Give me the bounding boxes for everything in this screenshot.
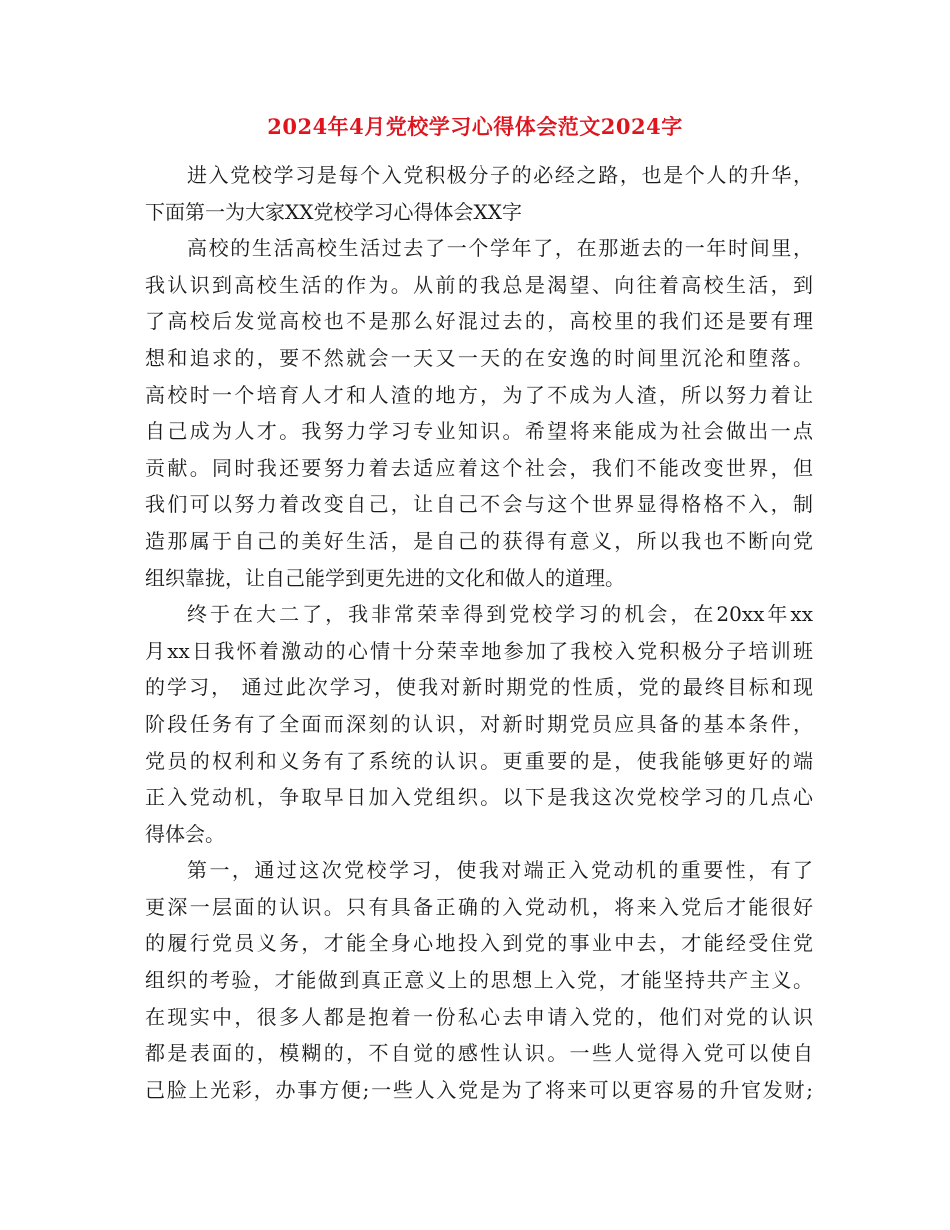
document-title: 2024年4月党校学习心得体会范文2024字 bbox=[267, 114, 683, 139]
paragraph-first-point bbox=[145, 852, 813, 1108]
text-line: 下面第一为大家XX党校学习心得体会XX字 bbox=[145, 199, 522, 224]
text-line: 造那属于自己的美好生活，是自己的获得有意义，所以我也不断向党 bbox=[145, 528, 813, 553]
text-line: 更深一层面的认识。只有具备正确的入党动机，将来入党后才能很好 bbox=[145, 894, 813, 919]
text-line: 己脸上光彩，办事方便;一些人入党是为了将来可以更容易的升官发财; bbox=[145, 1077, 813, 1102]
text-line: 组织靠拢，让自己能学到更先进的文化和做人的道理。 bbox=[145, 565, 625, 590]
text-line: 阶段任务有了全面而深刻的认识，对新时期党员应具备的基本条件， bbox=[145, 711, 813, 736]
text-line: 都是表面的，模糊的，不自觉的感性认识。一些人觉得入党可以使自 bbox=[145, 1041, 813, 1066]
text-line: 我们可以努力着改变自己，让自己不会与这个世界显得格格不入，制 bbox=[145, 492, 813, 517]
text-line: 第一，通过这次党校学习，使我对端正入党动机的重要性，有了 bbox=[187, 858, 813, 883]
text-line: 我认识到高校生活的作为。从前的我总是渴望、向往着高校生活，到 bbox=[145, 272, 813, 297]
text-line: 终于在大二了，我非常荣幸得到党校学习的机会，在20xx年xx bbox=[187, 602, 813, 627]
text-line: 高校时一个培育人才和人渣的地方，为了不成为人渣，所以努力着让 bbox=[145, 382, 813, 407]
text-line: 自己成为人才。我努力学习专业知识。希望将来能成为社会做出一点 bbox=[145, 419, 813, 444]
text-line: 想和追求的，要不然就会一天又一天的在安逸的时间里沉沦和堕落。 bbox=[145, 345, 813, 370]
text-line: 在现实中，很多人都是抱着一份私心去申请入党的，他们对党的认识 bbox=[145, 1004, 813, 1029]
text-line: 的学习， 通过此次学习，使我对新时期党的性质，党的最终目标和现 bbox=[145, 675, 813, 700]
text-line: 得体会。 bbox=[145, 821, 225, 846]
paragraph-college-life bbox=[145, 230, 813, 596]
paragraph-intro bbox=[145, 157, 813, 230]
document-body bbox=[145, 157, 813, 1108]
text-line: 月xx日我怀着激动的心情十分荣幸地参加了我校入党积极分子培训班 bbox=[145, 638, 813, 663]
text-line: 进入党校学习是每个入党积极分子的必经之路，也是个人的升华， bbox=[187, 163, 813, 187]
text-line: 了高校后发觉高校也不是那么好混过去的，高校里的我们还是要有理 bbox=[145, 309, 813, 334]
text-line: 贡献。同时我还要努力着去适应着这个社会，我们不能改变世界，但 bbox=[145, 455, 813, 480]
text-line: 党员的权利和义务有了系统的认识。更重要的是，使我能够更好的端 bbox=[145, 748, 813, 773]
paragraph-party-school bbox=[145, 596, 813, 852]
text-line: 正入党动机，争取早日加入党组织。以下是我这次党校学习的几点心 bbox=[145, 785, 813, 810]
text-line: 高校的生活高校生活过去了一个学年了，在那逝去的一年时间里， bbox=[187, 236, 813, 261]
text-line: 的履行党员义务，才能全身心地投入到党的事业中去，才能经受住党 bbox=[145, 931, 813, 956]
text-line: 组织的考验，才能做到真正意义上的思想上入党，才能坚持共产主义。 bbox=[145, 968, 813, 993]
